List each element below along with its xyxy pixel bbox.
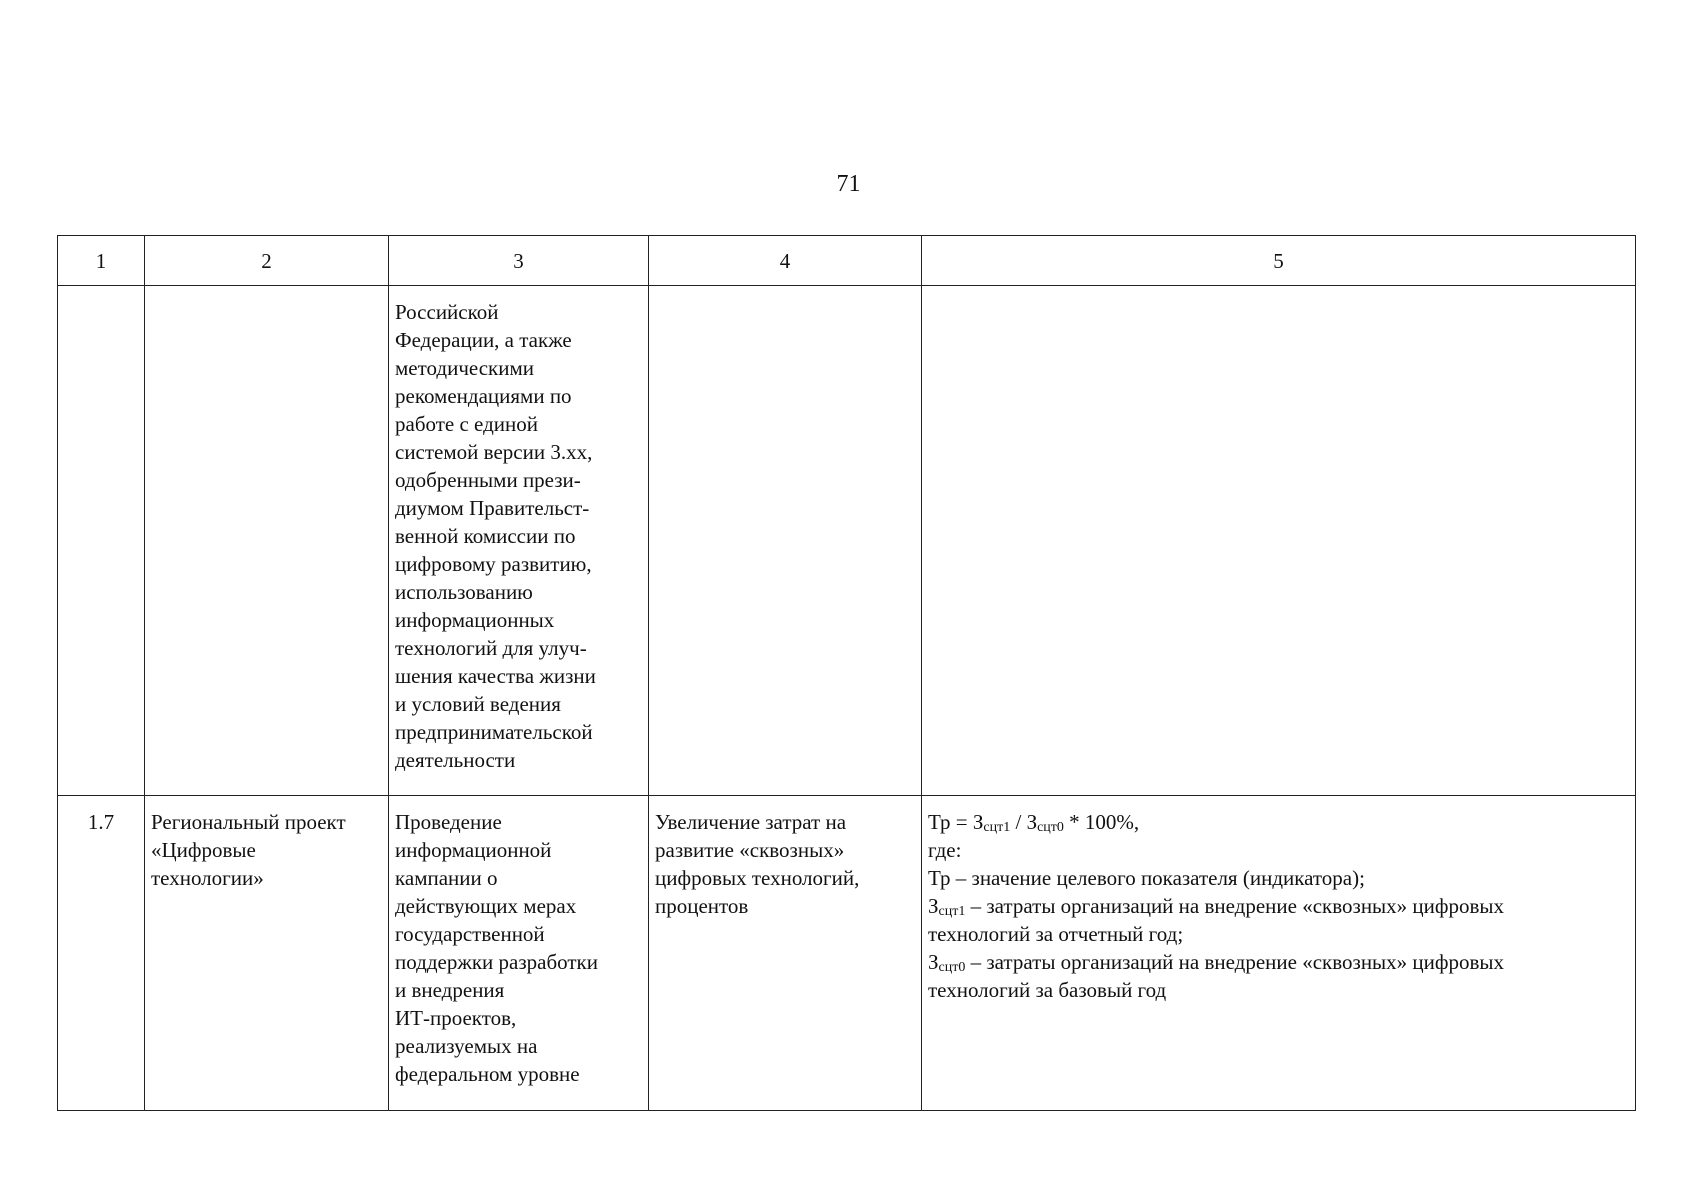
text-line: государственной — [395, 922, 545, 946]
text-line: федеральном уровне — [395, 1062, 580, 1086]
text-line: деятельности — [395, 748, 516, 772]
text-line: Региональный проект — [151, 810, 346, 834]
cell-indicator — [649, 796, 922, 1111]
text-line: методическими — [395, 356, 535, 380]
text-line: предпринимательской — [395, 720, 593, 744]
text-line: венной комиссии по — [395, 524, 576, 548]
header-col-5: 5 — [922, 236, 1636, 286]
formula-sub-1: сцт1 — [983, 820, 1011, 835]
text-line: шения качества жизни — [395, 664, 596, 688]
text-line: технологий для улуч- — [395, 636, 587, 660]
text-line: Проведение — [395, 810, 502, 834]
formula-sub-0: сцт0 — [1037, 820, 1064, 835]
cell-project — [145, 286, 389, 796]
formula — [928, 808, 1629, 836]
header-col-2: 2 — [145, 236, 389, 286]
formula-mid: / З — [1010, 810, 1038, 834]
cell-number — [58, 286, 145, 796]
cell-measure-continuation — [389, 286, 649, 796]
text-line: ИТ-проектов, — [395, 1006, 517, 1030]
text-line: рекомендациями по — [395, 384, 572, 408]
header-col-4: 4 — [649, 236, 922, 286]
text-line: поддержки разработки — [395, 950, 598, 974]
cell-project — [145, 796, 389, 1111]
text-line: Увеличение затрат на — [655, 810, 847, 834]
symbol-sub: сцт0 — [938, 960, 966, 975]
text-line: использованию — [395, 580, 533, 604]
definition-text: – затраты организаций на внедрение «сквозных» цифровых — [965, 950, 1505, 974]
definition-z0-cont: технологий за базовый год — [928, 978, 1167, 1002]
text-line: и условий ведения — [395, 692, 561, 716]
text-line: информационных — [395, 608, 555, 632]
text-line: цифровых технологий, — [655, 866, 860, 890]
header-col-3: 3 — [389, 236, 649, 286]
definition-z1-cont: технологий за отчетный год; — [928, 922, 1184, 946]
definition-z0 — [928, 948, 1629, 976]
text-line: системой версии 3.хх, — [395, 440, 593, 464]
definition-tr: Тр – значение целевого показателя (индикатора); — [928, 866, 1365, 890]
symbol-sub: сцт1 — [938, 904, 966, 919]
page-number: 71 — [836, 171, 861, 197]
table-row-1-7 — [58, 796, 1636, 1111]
cell-method — [922, 796, 1636, 1111]
definition-z1 — [928, 892, 1629, 920]
text-line: Федерации, а также — [395, 328, 572, 352]
symbol: З — [928, 950, 939, 974]
text-line: одобренными прези- — [395, 468, 581, 492]
text-line: работе с единой — [395, 412, 538, 436]
header-col-1: 1 — [58, 236, 145, 286]
text-line: технологии» — [151, 866, 264, 890]
text-line: Российской — [395, 300, 499, 324]
text-line: процентов — [655, 894, 749, 918]
text-line: кампании о — [395, 866, 498, 890]
formula-tail: * 100%, — [1063, 810, 1140, 834]
cell-number: 1.7 — [58, 796, 145, 1111]
text-line: диумом Правительст- — [395, 496, 590, 520]
header-row — [58, 236, 1636, 286]
cell-method — [922, 286, 1636, 796]
table-row-continuation — [58, 286, 1636, 796]
text-line: развитие «сквозных» — [655, 838, 845, 862]
indicator-table — [57, 235, 1636, 1111]
text-line: цифровому развитию, — [395, 552, 592, 576]
text-line: и внедрения — [395, 978, 505, 1002]
text-line: реализуемых на — [395, 1034, 538, 1058]
definition-text: – затраты организаций на внедрение «сквозных» цифровых — [965, 894, 1505, 918]
where-label: где: — [928, 838, 962, 862]
cell-measure — [389, 796, 649, 1111]
cell-indicator — [649, 286, 922, 796]
text-line: «Цифровые — [151, 838, 256, 862]
symbol: З — [928, 894, 939, 918]
formula-lhs: Тр = З — [928, 810, 984, 834]
text-line: информационной — [395, 838, 552, 862]
text-line: действующих мерах — [395, 894, 577, 918]
